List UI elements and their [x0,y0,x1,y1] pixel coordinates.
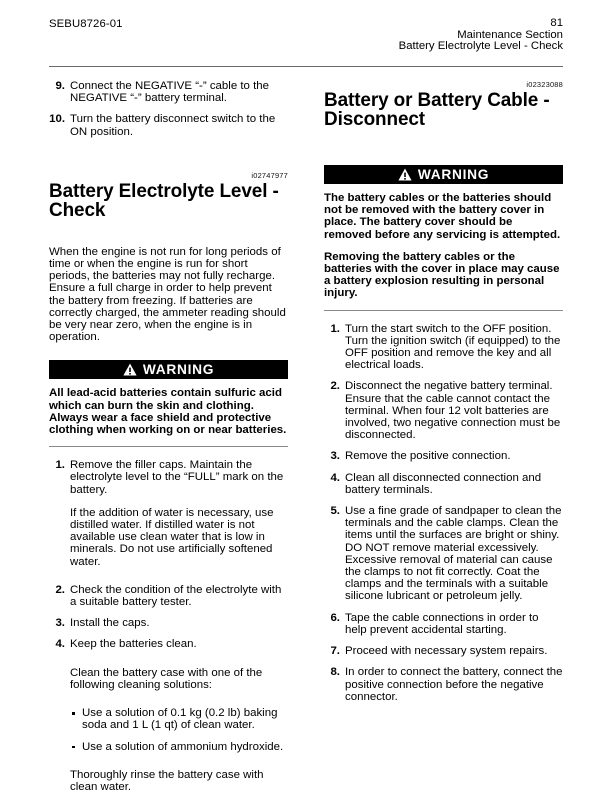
list-item [324,645,563,657]
step-number: 10. [49,113,65,126]
warning-triangle-icon [123,363,137,376]
list-item [324,505,563,603]
step-number: 9. [55,80,65,92]
cleaning-intro: Clean the battery case with one of the following cleaning solutions: [70,666,263,691]
step-text: In order to connect the battery, connect the positive connection before the negative connector. [345,666,563,703]
warning-text: The battery cables or the batteries should not be removed with the battery cover in place. The battery cover should be removed before any servicing is attempted. [324,192,561,241]
list-item [49,459,288,568]
step-text: Use a fine grade of sandpaper to clean the terminals and the cable clamps. Clean the items until the surfaces are bright or shiny. DO NOT remove material excessively. Excessive removal of material can cause the clamps to not fit correctly. Coat the clamps and the terminals with a suitable silicone lubricant or petroleum jelly. [345,505,562,603]
step-text: Disconnect the negative battery terminal. Ensure that the cable cannot contact the terminal. When four 12 volt batteries are involved, two negative connection must be disconnected. [345,380,561,442]
step-text: Turn the battery disconnect switch to the ON position. [70,113,276,138]
spacer [49,577,288,584]
page-header [49,18,563,68]
section-name: Maintenance Section [457,28,563,41]
section-heading: Battery or Battery Cable - Disconnect [324,90,550,130]
step-number: 5. [330,505,340,518]
step-text: Clean all disconnected connection and battery terminals. [345,471,542,496]
reference-id: i02747977 [251,170,288,180]
warning-triangle-icon [398,168,412,181]
warning-text: All lead-acid batteries contain sulfuric acid which can burn the skin and clothing. Always wear a face shield and protective clothing when working on or near batteries. [49,387,287,437]
list-item [49,638,288,650]
step-text: Check the condition of the electrolyte with a suitable battery tester. [70,583,282,609]
list-item [49,113,288,137]
spacer [49,762,288,769]
step-text: Remove the positive connection. [345,450,511,463]
step-number: 3. [55,617,65,630]
warning-banner [49,360,288,379]
warning-label: WARNING [417,167,490,182]
step-number: 1. [330,322,340,335]
right-column [324,80,563,712]
spacer [49,660,288,667]
list-item [49,617,288,629]
list-item [49,80,288,104]
list-item [324,612,563,636]
step-number: 4. [330,471,340,484]
list-item [324,450,563,462]
step-text: Turn the start switch to the OFF position. Turn the ignition switch (if equipped) to the OFF position and remove the key and all electrical loads. [345,322,561,372]
step-text: Install the caps. [70,617,150,630]
list-item: Use a solution of ammonium hydroxide. [49,741,288,753]
step-number: 4. [55,638,65,651]
spacer [49,232,288,246]
list-item [324,323,563,372]
list-item: Use a solution of 0.1 kg (0.2 lb) baking soda and 1 L (1 qt) of clean water. [49,707,288,731]
list-item [324,380,563,441]
step-number: 6. [330,611,340,624]
step-number: 7. [330,645,340,658]
list-item [324,472,563,496]
step-number: 2. [330,380,340,393]
cleaning-outro: Thoroughly rinse the battery case with clean water. [70,768,264,793]
warning-divider [324,310,563,311]
section-heading: Battery Electrolyte Level - Check [49,180,279,221]
manual-page [49,0,563,792]
header-right-block [399,18,563,53]
step-number: 2. [55,583,65,596]
list-item [49,584,288,608]
warning-banner-content [123,362,214,377]
step-text: Keep the batteries clean. [70,638,197,651]
warning-text: Removing the battery cables or the batteries with the cover in place may cause a battery explosion resulting in personal injury. [324,250,560,300]
warning-banner-content [398,167,489,182]
spacer [49,147,288,171]
step-number: 8. [330,666,340,679]
spacer [324,141,563,165]
spacer [49,353,288,360]
warning-label: WARNING [142,362,215,378]
reference-id: i02323088 [526,80,563,89]
left-column [49,80,288,802]
document-number: SEBU8726-01 [49,18,123,30]
step-number: 1. [55,459,65,472]
warning-banner [324,165,563,184]
step-text: Tape the cable connections in order to help prevent accidental starting. [345,611,539,636]
header-divider [49,66,563,67]
intro-paragraph: When the engine is not run for long periods of time or when the engine is run for short periods, the batteries may not fully recharge. Ensure a full charge in order to help prevent the battery from freezing. If batteries are correctly charged, the ammeter reading should be very near zero, when the engine is in operation. [49,245,286,344]
step-text: Connect the NEGATIVE “-” cable to the NEGATIVE “-” battery terminal. [70,80,270,105]
step-text: Remove the filler caps. Maintain the electrolyte level to the “FULL” mark on the battery. [70,459,284,496]
spacer [49,700,288,707]
step-text: Proceed with necessary system repairs. [345,645,548,658]
step-subtext: If the addition of water is necessary, use distilled water. If distilled water is not available use clean water that is low in minerals. Do not use artificially softened water. [70,506,274,568]
topic-name: Battery Electrolyte Level - Check [398,40,563,53]
warning-divider [49,446,288,447]
page-number: 81 [550,17,563,29]
list-item [324,666,563,703]
step-number: 3. [330,450,340,463]
